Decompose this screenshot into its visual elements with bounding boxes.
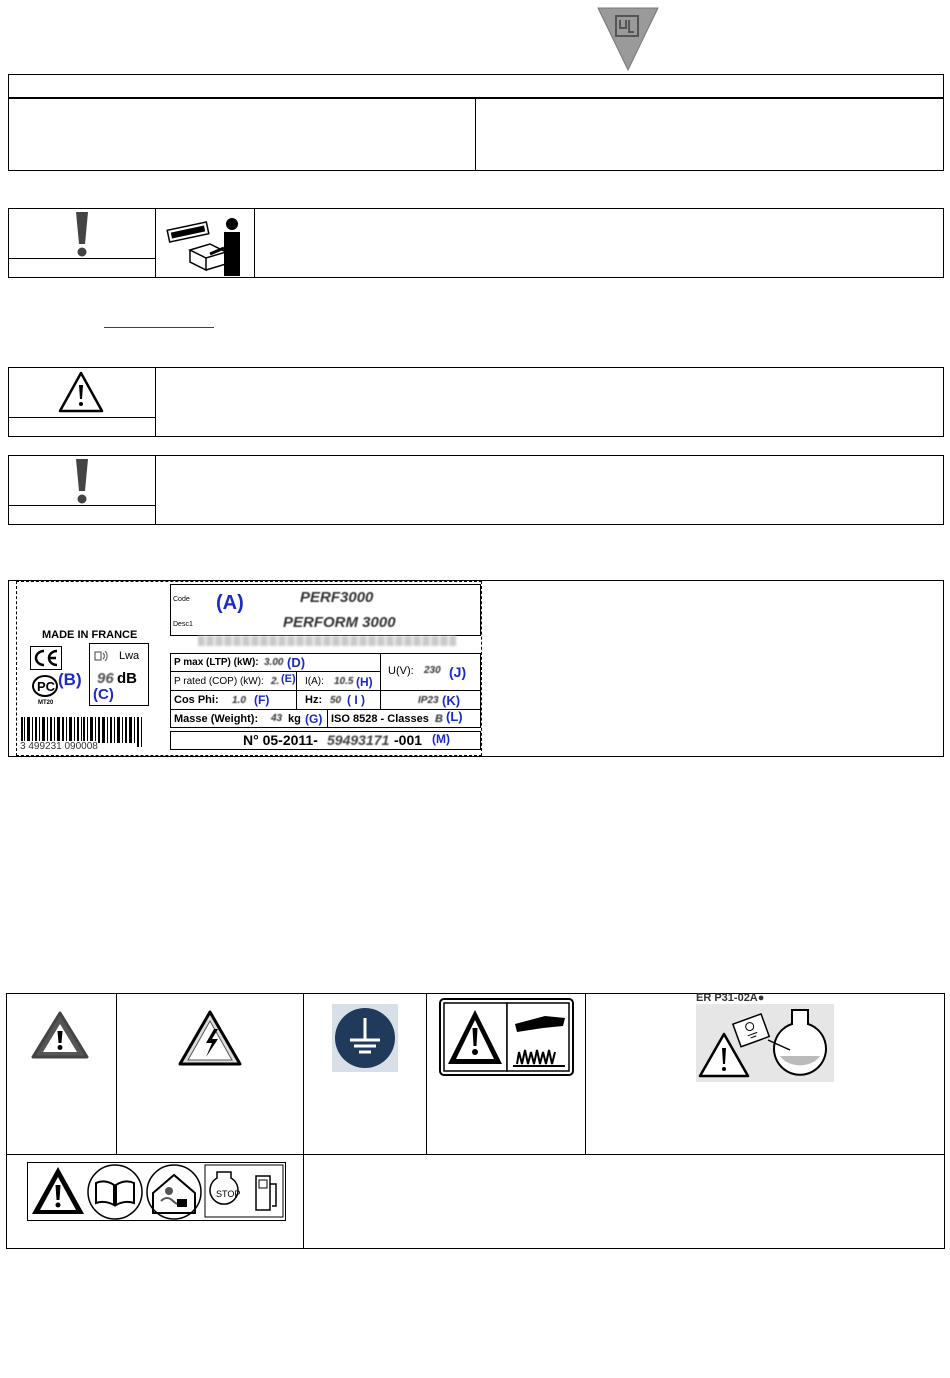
electrical-hazard-icon [177, 1009, 243, 1067]
iso-label: ISO 8528 - Classes [331, 713, 429, 725]
spec-grid-v1 [296, 671, 297, 709]
marker-h: (H) [356, 675, 373, 689]
notice-row-2-col-divider [155, 367, 156, 437]
spec-grid-v3 [327, 709, 328, 728]
notice-row-1-underline [8, 258, 155, 259]
prated-label: P rated (COP) (kW): [174, 676, 264, 687]
warning-triangle-icon [58, 371, 104, 413]
made-in-france: MADE IN FRANCE [42, 629, 138, 641]
ip-value: IP23 [418, 695, 439, 706]
stop-before-refuel-icon [204, 1164, 284, 1218]
desc-value: PERFORM 3000 [283, 614, 396, 631]
read-manual-book-icon [86, 1163, 144, 1221]
marker-l: (L) [446, 709, 463, 724]
safety-col-2 [303, 993, 304, 1249]
db-unit: dB [117, 670, 137, 687]
marker-g: (G) [305, 712, 323, 726]
svg-text:PC: PC [37, 679, 56, 694]
hz-value: 50 [330, 695, 342, 706]
notice-row-3 [8, 455, 944, 525]
serial-prefix: N° 05-2011- [243, 732, 318, 748]
er-code-label: ER P31-02A● [696, 992, 765, 1004]
safety-col-3 [426, 993, 427, 1154]
marker-k: (K) [442, 693, 461, 708]
safety-col-1 [116, 993, 117, 1154]
marker-d: (D) [287, 655, 306, 670]
notice-row-1 [8, 208, 944, 278]
no-indoor-exhaust-icon [145, 1163, 203, 1221]
read-manual-pictogram-icon [160, 210, 250, 276]
pmax-value: 3.00 [264, 657, 284, 668]
pct-certification-icon [31, 674, 59, 698]
hz-label: Hz: [305, 694, 323, 706]
safety-col-4 [585, 993, 586, 1154]
spec-grid-v2 [380, 653, 381, 709]
code-label: Code [173, 596, 190, 603]
combined-warning-icon [30, 1164, 86, 1218]
serial-mid: 59493171 [327, 732, 390, 748]
exclamation-icon [72, 210, 92, 258]
header-column-divider [475, 98, 476, 171]
earth-ground-icon [332, 1004, 398, 1072]
marker-e: (E) [281, 673, 296, 685]
marker-j: (J) [449, 664, 467, 680]
code-value: PERF3000 [300, 589, 374, 606]
i-value: 10.5 [334, 676, 354, 687]
spec-grid-h1 [170, 671, 380, 672]
mass-value: 43 [271, 713, 283, 724]
pmax-label: P max (LTP) (kW): [174, 657, 259, 668]
hyperlink-underline[interactable] [104, 327, 214, 328]
cosphi-value: 1.0 [232, 695, 246, 706]
blurred-address-line [198, 636, 456, 646]
notice-row-1-col-divider [155, 208, 156, 278]
notice-row-2-underline [8, 417, 155, 418]
barcode-number: 3 499231 090008 [20, 741, 98, 752]
hot-surface-warning-icon [439, 998, 574, 1076]
marker-f: (F) [254, 693, 270, 707]
u-label: U(V): [388, 665, 414, 677]
cosphi-label: Cos Phi: [174, 694, 219, 706]
iso-value: B [435, 713, 443, 725]
marker-a: (A) [216, 592, 244, 614]
mass-unit: kg [288, 713, 301, 725]
stop-label: STOP [216, 1189, 241, 1199]
mass-label: Masse (Weight): [174, 713, 259, 725]
marker-b: (B) [58, 670, 82, 689]
notice-row-3-col-divider [155, 455, 156, 525]
noise-emission-icon [93, 647, 111, 665]
notice-row-2 [8, 367, 944, 437]
ce-mark-icon [30, 646, 62, 670]
notice-row-3-underline [8, 505, 155, 506]
i-label: I(A): [305, 676, 324, 687]
exclamation-icon [72, 457, 92, 505]
u-value: 230 [424, 665, 441, 676]
header-table [8, 74, 944, 171]
lwa-label: Lwa [119, 650, 140, 662]
prated-value: 2. [271, 676, 280, 687]
desc-label: Desc1 [173, 621, 193, 628]
serial-suffix: -001 [394, 732, 423, 748]
oil-level-warning-icon [696, 1004, 834, 1082]
header-divider [8, 97, 944, 99]
manufacturer-triangle-logo-icon [596, 6, 660, 72]
mt20-label: MT20 [38, 700, 54, 706]
marker-c: (C) [93, 686, 114, 703]
spec-grid-h2 [170, 690, 481, 691]
marker-m: (M) [432, 732, 450, 746]
db-value: 96 [97, 670, 114, 687]
safety-table-row-divider [6, 1154, 945, 1155]
general-danger-icon [30, 1010, 90, 1060]
notice-row-1-col-divider-2 [254, 208, 255, 278]
marker-i: ( I ) [347, 693, 365, 707]
spec-grid-h3 [170, 709, 481, 710]
